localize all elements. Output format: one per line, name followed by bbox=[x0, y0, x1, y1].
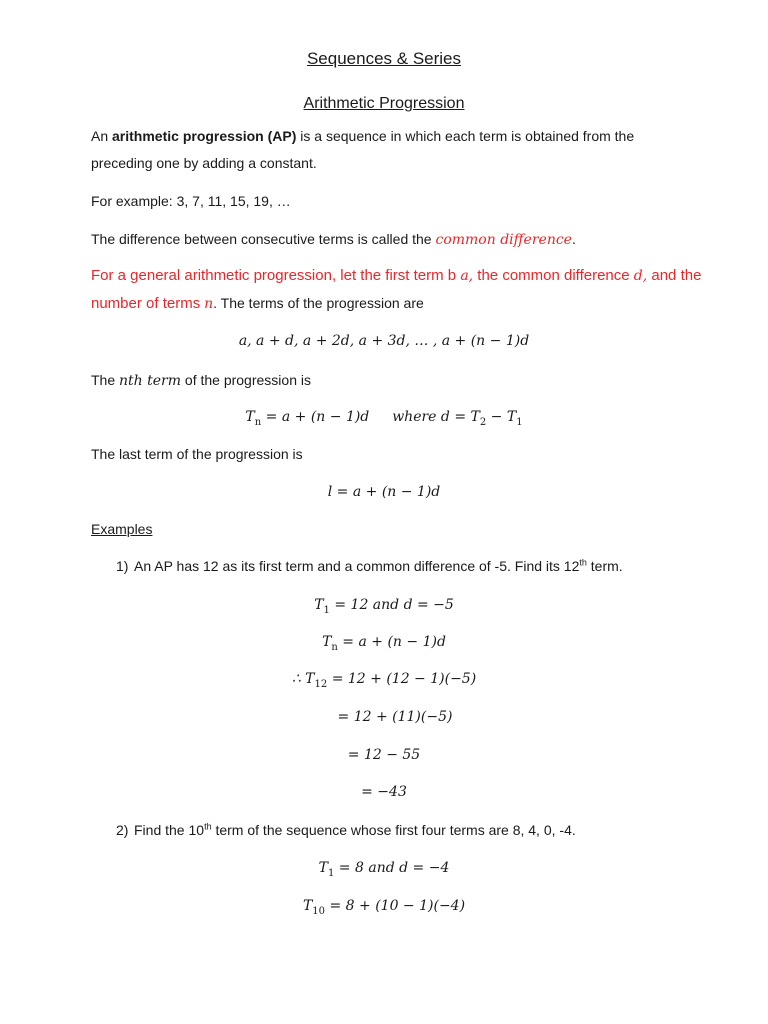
var-a: a, bbox=[460, 268, 474, 284]
formula-last-term: l = a + (n − 1)d bbox=[327, 484, 441, 500]
ex1-s3-sub: 12 bbox=[314, 678, 328, 690]
ex1-step-3 bbox=[0, 670, 768, 688]
ex2-step-1 bbox=[0, 859, 768, 877]
ex1-s2-pre: T bbox=[322, 634, 332, 650]
ex2-text bbox=[134, 821, 576, 839]
intro-rest: is a sequence in which each term is obtained from the bbox=[300, 128, 635, 144]
cd-pre: The difference between consecutive terms is called the bbox=[91, 231, 432, 247]
examples-heading: Examples bbox=[91, 521, 153, 537]
fn-s2: 2 bbox=[479, 416, 487, 428]
ex1-text bbox=[134, 557, 623, 575]
general-ap-line-1 bbox=[91, 267, 702, 285]
cd-post: . bbox=[571, 231, 576, 247]
fn-lhs: T bbox=[245, 409, 255, 425]
ex1-s3-post: = 12 + (12 − 1)(−5) bbox=[327, 671, 477, 687]
ex2-s2-sub: 10 bbox=[312, 905, 326, 917]
ex1-s1-post: = 12 and d = −5 bbox=[329, 597, 454, 613]
intro-paragraph-line-1 bbox=[91, 127, 698, 145]
formula-terms: a, a + d, a + 2d, a + 3d, … , a + (n − 1)d bbox=[238, 333, 530, 349]
fn-sub: n bbox=[254, 416, 262, 428]
ex2-text-b: term of the sequence whose first four terms are 8, 4, 0, -4. bbox=[211, 822, 576, 838]
last-term-line: The last term of the progression is bbox=[91, 446, 303, 462]
ex1-s2-sub: n bbox=[331, 641, 338, 653]
ex1-s2-post: = a + (n − 1)d bbox=[337, 634, 446, 650]
intro-an: An bbox=[91, 128, 109, 144]
ex1-text-b: term. bbox=[586, 558, 623, 574]
general-text-a: For a general arithmetic progression, let the first term b bbox=[91, 267, 457, 284]
ex2-text-a: Find the 10 bbox=[134, 822, 205, 838]
ex2-s1-sub: 1 bbox=[327, 867, 335, 879]
nth-post: of the progression is bbox=[184, 372, 311, 388]
ex1-step-2 bbox=[0, 633, 768, 651]
page-title: Sequences & Series bbox=[306, 49, 462, 68]
ap-term: arithmetic progression (AP) bbox=[112, 128, 297, 144]
ex1-s1-sub: 1 bbox=[323, 604, 330, 616]
number-of-terms: number of terms bbox=[91, 295, 201, 312]
section-heading: Arithmetic Progression bbox=[303, 95, 465, 112]
fn-where: where d = T bbox=[392, 409, 480, 425]
ex1-step-1 bbox=[0, 596, 768, 614]
ex2-s2-post: = 8 + (10 − 1)(−4) bbox=[325, 898, 466, 914]
ex1-sup: th bbox=[579, 557, 587, 568]
ex2-sup: th bbox=[204, 821, 212, 832]
ex1-step-4: = 12 + (11)(−5) bbox=[337, 709, 453, 725]
ex1-s1-pre: T bbox=[314, 597, 324, 613]
ex1-number: 1) bbox=[116, 558, 129, 574]
nth-term-line bbox=[91, 371, 698, 390]
ex1-step-6: = −43 bbox=[361, 784, 407, 800]
ex2-s1-pre: T bbox=[318, 860, 328, 876]
fn-s1: 1 bbox=[516, 416, 523, 428]
var-d: d, bbox=[633, 268, 648, 284]
ex2-step-2 bbox=[0, 897, 768, 915]
ex1-step-5: = 12 − 55 bbox=[347, 747, 421, 763]
fn-rhs: = a + (n − 1)d bbox=[265, 409, 370, 425]
ex1-text-a: An AP has 12 as its first term and a common difference of -5. Find its 12 bbox=[134, 558, 580, 574]
formula-nth-term bbox=[0, 408, 768, 426]
common-difference-term: common difference bbox=[435, 232, 572, 248]
fn-minus: − T bbox=[486, 409, 517, 425]
common-difference-line bbox=[91, 230, 698, 249]
intro-paragraph-line-2: preceding one by adding a constant. bbox=[91, 155, 317, 171]
general-ap-line-2 bbox=[91, 294, 698, 313]
example-sequence: For example: 3, 7, 11, 15, 19, … bbox=[91, 193, 291, 209]
general-text-d: . The terms of the progression are bbox=[213, 295, 424, 311]
general-text-c: and the bbox=[651, 267, 702, 284]
nth-pre: The bbox=[91, 372, 116, 388]
ex2-s1-post: = 8 and d = −4 bbox=[334, 860, 450, 876]
ex2-s2-pre: T bbox=[302, 898, 313, 914]
nth-term: nth term bbox=[119, 373, 182, 389]
general-text-b: the common difference bbox=[477, 267, 630, 284]
var-n: n bbox=[204, 296, 214, 312]
ex2-number: 2) bbox=[116, 822, 129, 838]
ex1-s3-pre: ∴ T bbox=[291, 671, 315, 687]
